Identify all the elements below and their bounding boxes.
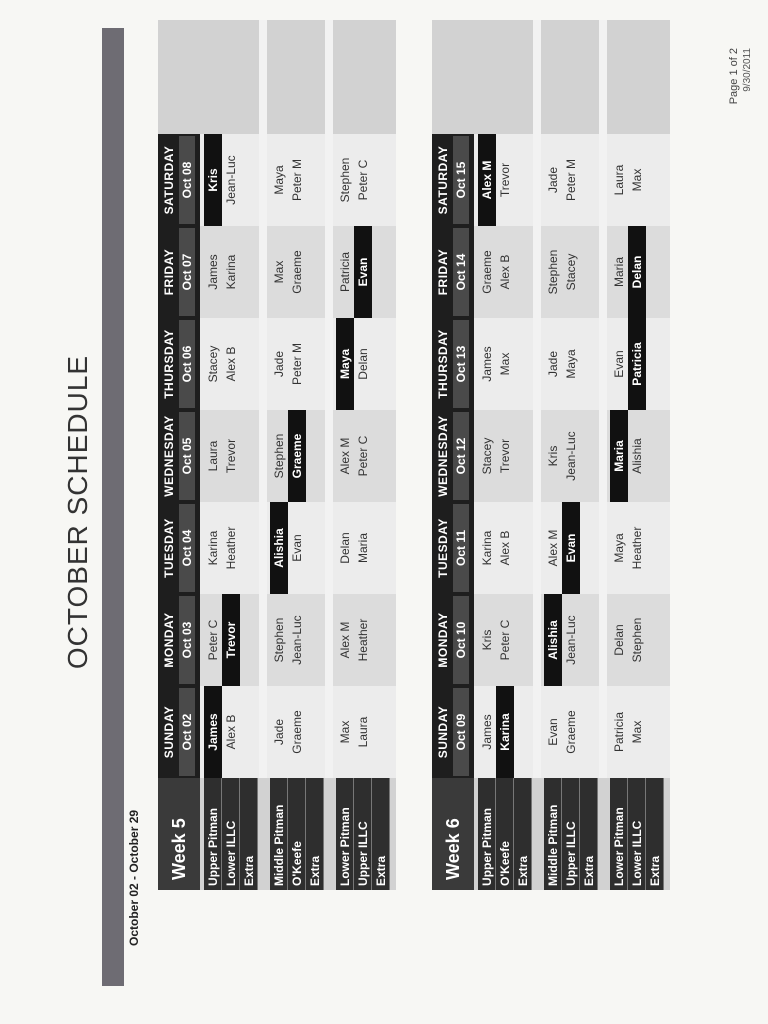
schedule-cell: Alex B [498, 530, 512, 566]
schedule-cell: Alex B [224, 346, 238, 382]
schedule-cell: Patricia [612, 712, 626, 753]
schedule-cell-highlighted: Alishia [544, 594, 562, 686]
schedule-cell-highlighted: Delan [628, 226, 646, 318]
schedule-cell: Trevor [498, 162, 512, 198]
location-label: Upper ILLC [562, 778, 580, 890]
day-header [432, 318, 474, 410]
schedule-cell [372, 594, 390, 686]
location-label: Lower ILLC [628, 778, 646, 890]
schedule-cell: Stephen [338, 157, 352, 203]
day-header [158, 502, 200, 594]
schedule-cell: Jean-Luc [290, 615, 304, 665]
schedule-cell: Maria [612, 257, 626, 288]
schedule-cell: Delan [338, 532, 352, 564]
day-name: SUNDAY [436, 705, 450, 759]
schedule-cell: Stephen [272, 433, 286, 479]
schedule-cell: Max [630, 720, 644, 744]
schedule-cell: Stacey [206, 345, 220, 383]
schedule-cell [372, 410, 390, 502]
schedule-cell: Heather [356, 618, 370, 662]
schedule-cell [306, 594, 324, 686]
day-header [432, 502, 474, 594]
schedule-cell [306, 502, 324, 594]
day-name: FRIDAY [436, 248, 450, 296]
schedule-cell [240, 502, 258, 594]
location-label: Extra [372, 778, 390, 890]
schedule-cell: Graeme [290, 710, 304, 754]
day-date: Oct 09 [453, 688, 469, 776]
title-bar [102, 28, 124, 986]
schedule-cell [580, 318, 598, 410]
schedule-cell [580, 226, 598, 318]
week-label: Week 5 [158, 778, 200, 890]
location-label: Extra [306, 778, 324, 890]
schedule-cell: Stacey [480, 437, 494, 475]
day-header [158, 410, 200, 502]
schedule-cell: James [480, 714, 494, 750]
schedule-cell [646, 134, 664, 226]
schedule-cell-highlighted: Patricia [628, 318, 646, 410]
schedule-cell [240, 686, 258, 778]
schedule-cell: Max [338, 720, 352, 744]
schedule-cell: James [480, 346, 494, 382]
day-name: MONDAY [162, 612, 176, 668]
location-label: O'Keefe [496, 778, 514, 890]
location-label: Lower Pitman [336, 778, 354, 890]
day-date: Oct 07 [179, 228, 195, 316]
schedule-cell: Delan [612, 624, 626, 656]
location-label: Middle Pitman [270, 778, 288, 890]
day-name: WEDNESDAY [162, 415, 176, 497]
day-date: Oct 02 [179, 688, 195, 776]
schedule-cell [240, 318, 258, 410]
schedule-cell: Peter C [356, 435, 370, 477]
day-header [158, 594, 200, 686]
schedule-cell: Alex B [498, 254, 512, 290]
day-name: MONDAY [436, 612, 450, 668]
schedule-cell [372, 226, 390, 318]
day-date: Oct 11 [453, 504, 469, 592]
group-separator [599, 20, 607, 778]
day-name: SUNDAY [162, 705, 176, 759]
day-date: Oct 06 [179, 320, 195, 408]
schedule-cell [306, 134, 324, 226]
schedule-cell [240, 134, 258, 226]
day-date: Oct 10 [453, 596, 469, 684]
day-name: TUESDAY [162, 518, 176, 578]
day-date: Oct 08 [179, 136, 195, 224]
schedule-cell-highlighted: Trevor [222, 594, 240, 686]
schedule-cell [240, 226, 258, 318]
schedule-cell [240, 594, 258, 686]
day-header [158, 686, 200, 778]
day-date: Oct 05 [179, 412, 195, 500]
schedule-cell: Evan [546, 718, 560, 746]
schedule-cell [372, 134, 390, 226]
schedule-cell-highlighted: Evan [562, 502, 580, 594]
location-label: Upper ILLC [354, 778, 372, 890]
schedule-cell: Peter M [564, 159, 578, 202]
schedule-cell: Laura [206, 440, 220, 472]
page-number: Page 1 of 2 [728, 48, 740, 105]
schedule-cell-highlighted: Maria [610, 410, 628, 502]
schedule-cell: Max [630, 168, 644, 192]
schedule-cell: Alishia [630, 438, 644, 474]
group-separator [533, 20, 541, 778]
day-header [432, 226, 474, 318]
group-separator [325, 20, 333, 778]
schedule-cell [514, 318, 532, 410]
schedule-cell [240, 410, 258, 502]
schedule-cell: Trevor [498, 438, 512, 474]
day-name: TUESDAY [436, 518, 450, 578]
schedule-cell-highlighted: Alex M [478, 134, 496, 226]
schedule-cell: Patricia [338, 252, 352, 293]
schedule-cell: Alex M [546, 529, 560, 567]
schedule-cell: James [206, 254, 220, 290]
schedule-cell: Heather [224, 526, 238, 570]
day-name: THURSDAY [436, 329, 450, 399]
schedule-cell [514, 134, 532, 226]
schedule-cell [580, 134, 598, 226]
schedule-cell: Graeme [480, 250, 494, 294]
schedule-cell: Max [498, 352, 512, 376]
schedule-cell: Karina [224, 254, 238, 290]
schedule-cell-highlighted: Alishia [270, 502, 288, 594]
schedule-cell [646, 502, 664, 594]
schedule-cell: Peter C [356, 159, 370, 201]
schedule-cell: Peter M [290, 159, 304, 202]
schedule-cell: Trevor [224, 438, 238, 474]
week-label: Week 6 [432, 778, 474, 890]
schedule-cell [514, 686, 532, 778]
schedule-cell: Jean-Luc [564, 431, 578, 481]
schedule-cell: Kris [480, 629, 494, 651]
schedule-cell: Stephen [630, 617, 644, 663]
day-date: Oct 13 [453, 320, 469, 408]
schedule-cell: Jade [546, 166, 560, 194]
schedule-cell: Peter C [206, 619, 220, 661]
date-range: October 02 - October 29 [127, 809, 141, 946]
schedule-cell [306, 686, 324, 778]
day-date: Oct 03 [179, 596, 195, 684]
day-header [432, 594, 474, 686]
day-name: THURSDAY [162, 329, 176, 399]
schedule-cell-highlighted: Maya [336, 318, 354, 410]
schedule-cell: Maya [612, 533, 626, 563]
schedule-cell: Kris [546, 445, 560, 467]
schedule-cell [372, 686, 390, 778]
schedule-cell: Jade [272, 350, 286, 378]
location-label: O'Keefe [288, 778, 306, 890]
day-header [158, 318, 200, 410]
week-block [158, 12, 396, 890]
location-label: Lower Pitman [610, 778, 628, 890]
location-label: Extra [240, 778, 258, 890]
schedule-cell [306, 410, 324, 502]
schedule-cell-highlighted: Graeme [288, 410, 306, 502]
day-name: SATURDAY [162, 145, 176, 215]
schedule-cell [514, 226, 532, 318]
schedule-cell: Evan [290, 534, 304, 562]
schedule-cell: Peter C [498, 619, 512, 661]
schedule-cell: Alex B [224, 714, 238, 750]
schedule-cell [646, 410, 664, 502]
schedule-cell: Laura [356, 716, 370, 748]
schedule-cell: Stephen [546, 249, 560, 295]
schedule-cell: Laura [612, 164, 626, 196]
schedule-cell: Peter M [290, 343, 304, 386]
schedule-cell: Maya [564, 349, 578, 379]
schedule-cell [580, 686, 598, 778]
schedule-cell [580, 410, 598, 502]
schedule-cell [514, 502, 532, 594]
schedule-cell: Stephen [272, 617, 286, 663]
schedule-cell [646, 226, 664, 318]
day-date: Oct 04 [179, 504, 195, 592]
schedule-cell: Max [272, 260, 286, 284]
schedule-cell: Graeme [290, 250, 304, 294]
print-date: 9/30/2011 [742, 48, 753, 92]
location-label: Extra [580, 778, 598, 890]
day-header [158, 226, 200, 318]
day-header [432, 410, 474, 502]
schedule-cell-highlighted: Evan [354, 226, 372, 318]
schedule-cell: Stacey [564, 253, 578, 291]
schedule-cell: Karina [206, 530, 220, 566]
day-name: SATURDAY [436, 145, 450, 215]
week-block [432, 12, 670, 890]
schedule-cell: Evan [612, 350, 626, 378]
day-date: Oct 15 [453, 136, 469, 224]
day-header [432, 686, 474, 778]
schedule-cell: Karina [480, 530, 494, 566]
schedule-cell: Maya [272, 165, 286, 195]
schedule-cell: Jade [546, 350, 560, 378]
group-separator [259, 20, 267, 778]
schedule-cell: Delan [356, 348, 370, 380]
schedule-cell [306, 318, 324, 410]
location-label: Upper Pitman [478, 778, 496, 890]
day-header [158, 134, 200, 226]
schedule-cell-highlighted: Karina [496, 686, 514, 778]
day-name: FRIDAY [162, 248, 176, 296]
schedule-cell: Heather [630, 526, 644, 570]
schedule-cell [646, 686, 664, 778]
page-title: OCTOBER SCHEDULE [62, 354, 93, 670]
day-date: Oct 14 [453, 228, 469, 316]
schedule-cell [306, 226, 324, 318]
schedule-cell: Maria [356, 533, 370, 564]
schedule-cell [580, 502, 598, 594]
schedule-cell: Alex M [338, 437, 352, 475]
schedule-cell: Jean-Luc [224, 155, 238, 205]
location-label: Lower ILLC [222, 778, 240, 890]
location-label: Extra [514, 778, 532, 890]
schedule-cell: Jade [272, 718, 286, 746]
schedule-cell [372, 318, 390, 410]
schedule-cell [514, 594, 532, 686]
schedule-cell [646, 318, 664, 410]
schedule-cell [646, 594, 664, 686]
location-label: Middle Pitman [544, 778, 562, 890]
schedule-cell [514, 410, 532, 502]
day-date: Oct 12 [453, 412, 469, 500]
schedule-cell [580, 594, 598, 686]
location-label: Extra [646, 778, 664, 890]
schedule-cell [372, 502, 390, 594]
schedule-cell: Alex M [338, 621, 352, 659]
schedule-cell-highlighted: Kris [204, 134, 222, 226]
day-name: WEDNESDAY [436, 415, 450, 497]
location-label: Upper Pitman [204, 778, 222, 890]
schedule-cell-highlighted: James [204, 686, 222, 778]
schedule-cell: Graeme [564, 710, 578, 754]
schedule-cell: Jean-Luc [564, 615, 578, 665]
day-header [432, 134, 474, 226]
